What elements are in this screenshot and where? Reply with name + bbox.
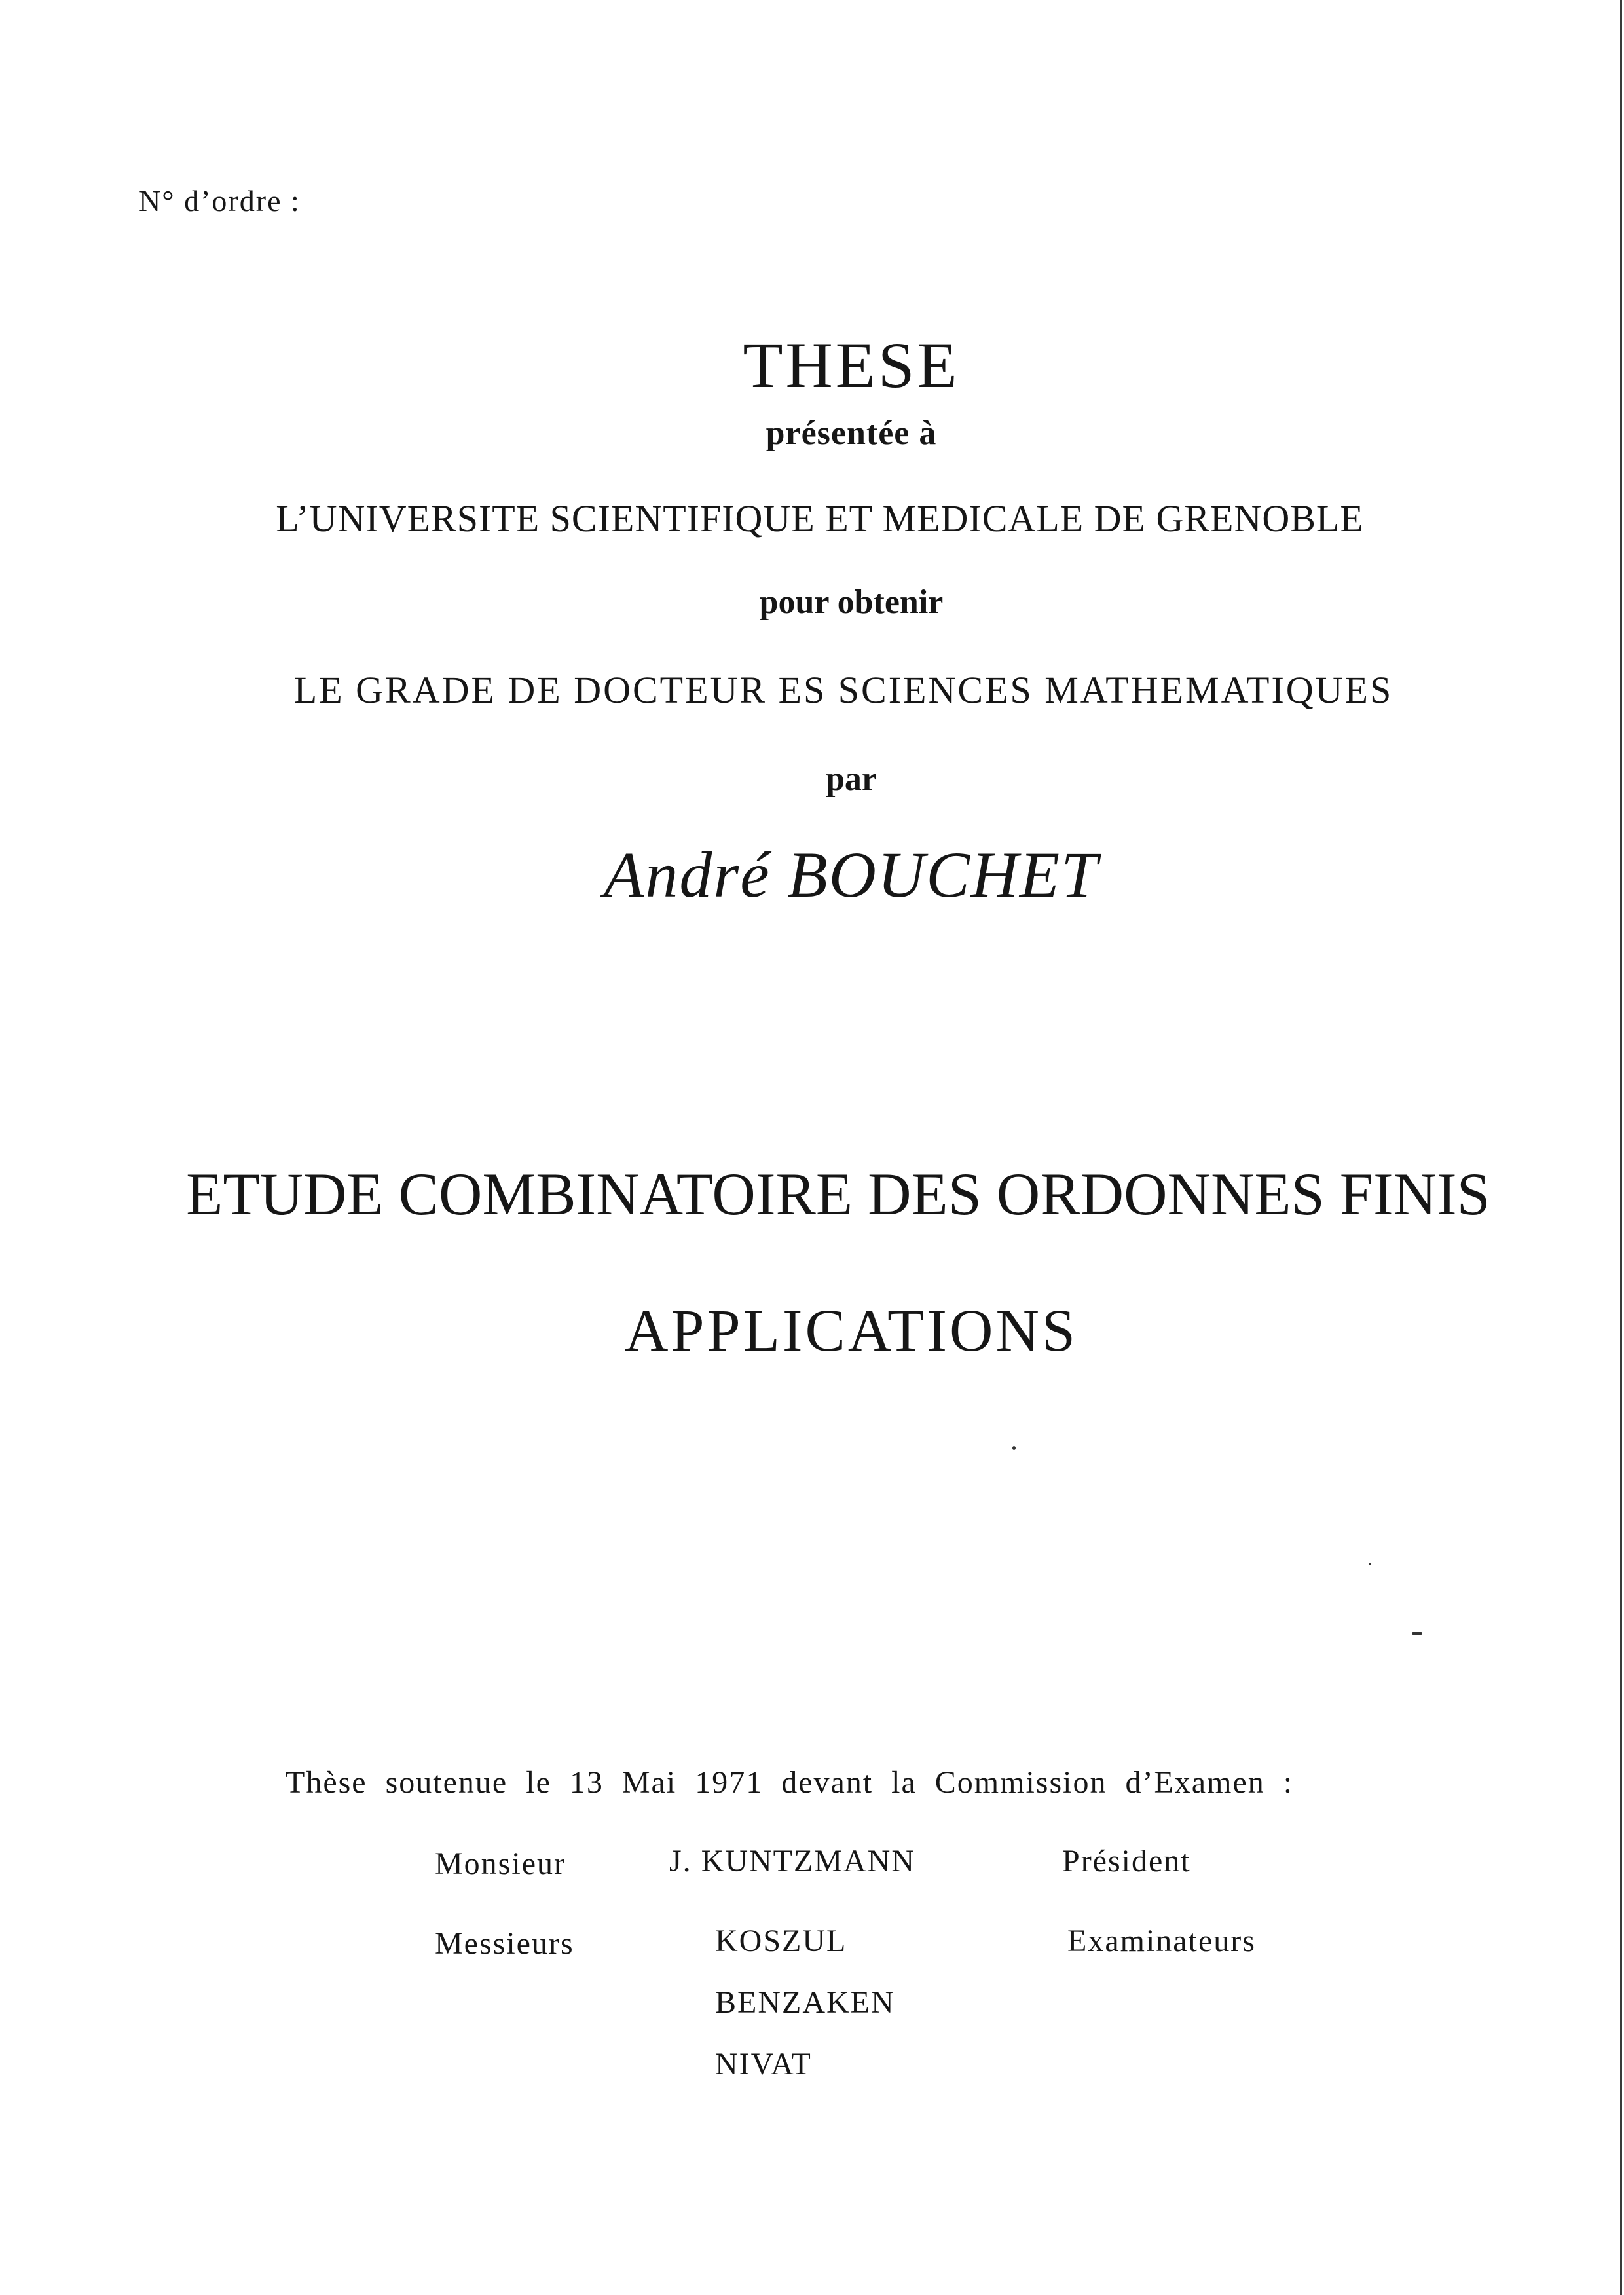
author-first-name: André: [604, 838, 771, 911]
degree-name: LE GRADE DE DOCTEUR ES SCIENCES MATHEMATIQUES: [293, 669, 1393, 711]
scan-speck: [1012, 1446, 1016, 1450]
jury-name-nivat: NIVAT: [715, 2047, 812, 2081]
by-label: par: [826, 760, 877, 798]
jury-role-president: Président: [1062, 1844, 1191, 1878]
scan-speck: [1412, 1632, 1422, 1635]
thesis-title-line-2: APPLICATIONS: [624, 1297, 1079, 1364]
jury-name-kuntzmann: J. KUNTZMANN: [669, 1844, 915, 1878]
to-obtain-label: pour obtenir: [759, 584, 944, 621]
jury-title-president: Monsieur: [435, 1846, 566, 1881]
jury-name-benzaken: BENZAKEN: [715, 1985, 895, 2020]
author-name: [0, 837, 1624, 912]
thesis-heading: THESE: [743, 329, 960, 401]
jury-name-koszul: KOSZUL: [715, 1924, 847, 1958]
author-last-name: BOUCHET: [787, 838, 1099, 911]
jury-role-examiners: Examinateurs: [1067, 1924, 1256, 1958]
presented-to-label: présentée à: [766, 415, 937, 452]
defense-statement: Thèse soutenue le 13 Mai 1971 devant la Commission d’Examen :: [286, 1765, 1294, 1800]
university-name: L’UNIVERSITE SCIENTIFIQUE ET MEDICALE DE GRENOBLE: [276, 497, 1364, 540]
scan-speck: [1369, 1563, 1371, 1565]
thesis-title-line-1: ETUDE COMBINATOIRE DES ORDONNES FINIS: [186, 1161, 1490, 1227]
jury-title-examiners: Messieurs: [435, 1926, 574, 1961]
order-number-label: N° d’ordre :: [139, 184, 301, 217]
